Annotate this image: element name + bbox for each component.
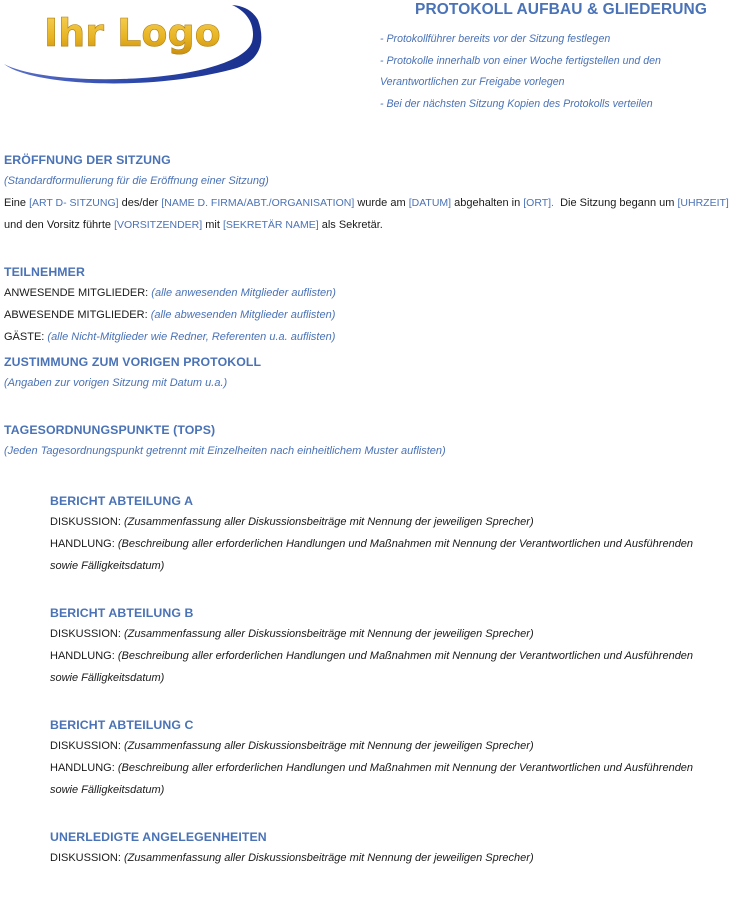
participant-row: [4, 326, 709, 348]
agenda-item: [50, 491, 709, 577]
discussion-line: [50, 511, 709, 533]
action-line: [50, 645, 709, 689]
section-approval: [4, 352, 709, 394]
text-fragment: als Sekretär.: [318, 219, 383, 231]
row-value: (alle anwesenden Mitglieder auflisten): [151, 287, 336, 299]
row-label: HANDLUNG:: [50, 762, 118, 774]
logo-text: Ihr Logo: [44, 11, 221, 55]
text-fragment: des/der: [118, 197, 162, 209]
agenda-item-heading: BERICHT ABTEILUNG A: [50, 494, 194, 508]
participant-row: [4, 282, 709, 304]
row-label: HANDLUNG:: [50, 538, 118, 550]
row-value: (Beschreibung aller erforderlichen Handlungen und Maßnahmen mit Nennung der Verantwortlichen und Ausführenden sowie Fälligkeitsdatum): [50, 762, 694, 796]
discussion-line: [50, 735, 709, 757]
opening-sentence-line-1: [4, 192, 729, 214]
note-line: - Protokolle innerhalb von einer Woche fertigstellen und den: [380, 54, 661, 67]
agenda-item-heading: UNERLEDIGTE ANGELEGENHEITEN: [50, 830, 267, 844]
unfinished-business: [50, 827, 709, 869]
section-heading: ERÖFFNUNG DER SITZUNG: [4, 153, 171, 167]
discussion-line: [50, 847, 709, 869]
document-body: [4, 150, 729, 869]
logo-swoosh-icon: [2, 2, 264, 86]
row-value: (Zusammenfassung aller Diskussionsbeiträge mit Nennung der jeweiligen Sprecher): [123, 740, 534, 752]
section-hint: (Angaben zur vorigen Sitzung mit Datum u.a.): [4, 377, 228, 389]
row-value: (Zusammenfassung aller Diskussionsbeiträge mit Nennung der jeweiligen Sprecher): [123, 852, 534, 864]
placeholder-organisation: [NAME D. FIRMA/ABT./ORGANISATION]: [161, 197, 355, 209]
agenda-item-heading: BERICHT ABTEILUNG C: [50, 718, 194, 732]
placeholder-secretary: [SEKRETÄR NAME]: [222, 219, 319, 231]
text-fragment: Die Sitzung begann um: [553, 197, 678, 209]
placeholder-place: [ORT].: [523, 197, 554, 209]
row-value: (Zusammenfassung aller Diskussionsbeiträge mit Nennung der jeweiligen Sprecher): [123, 628, 534, 640]
discussion-line: [50, 623, 709, 645]
row-label: DISKUSSION:: [50, 740, 124, 752]
action-line: [50, 757, 709, 801]
placeholder-chair: [VORSITZENDER]: [114, 219, 203, 231]
placeholder-date: [DATUM]: [408, 197, 452, 209]
row-label: GÄSTE:: [4, 331, 48, 343]
note-line: Verantwortlichen zur Freigabe vorlegen: [380, 76, 565, 88]
section-heading: TAGESORDNUNGSPUNKTE (TOPS): [4, 423, 216, 437]
text-fragment: Eine: [4, 197, 30, 209]
action-line: [50, 533, 709, 577]
participant-row: [4, 304, 709, 326]
row-label: ABWESENDE MITGLIEDER:: [4, 309, 151, 321]
section-participants: [4, 262, 709, 348]
page-title: PROTOKOLL AUFBAU & GLIEDERUNG: [415, 1, 707, 18]
section-opening: [4, 150, 729, 236]
text-fragment: mit: [202, 219, 223, 231]
section-heading: TEILNEHMER: [4, 265, 85, 279]
row-label: DISKUSSION:: [50, 516, 124, 528]
row-value: (Zusammenfassung aller Diskussionsbeiträge mit Nennung der jeweiligen Sprecher): [123, 516, 534, 528]
agenda-item: [50, 603, 709, 689]
note-line: - Bei der nächsten Sitzung Kopien des Protokolls verteilen: [380, 97, 653, 110]
section-hint: (Jeden Tagesordnungspunkt getrennt mit Einzelheiten nach einheitlichem Muster auflisten): [4, 445, 446, 457]
instruction-notes: [380, 29, 710, 115]
row-value: (Beschreibung aller erforderlichen Handlungen und Maßnahmen mit Nennung der Verantwortlichen und Ausführenden sowie Fälligkeitsdatum): [50, 538, 694, 572]
section-agenda: [4, 420, 709, 869]
row-value: (Beschreibung aller erforderlichen Handlungen und Maßnahmen mit Nennung der Verantwortlichen und Ausführenden sowie Fälligkeitsdatum): [50, 650, 694, 684]
section-heading: ZUSTIMMUNG ZUM VORIGEN PROTOKOLL: [4, 355, 262, 369]
placeholder-time: [UHRZEIT]: [677, 197, 729, 209]
row-label: DISKUSSION:: [50, 852, 124, 864]
agenda-item-heading: BERICHT ABTEILUNG B: [50, 606, 194, 620]
row-value: (alle abwesenden Mitglieder auflisten): [150, 309, 336, 321]
note-line: - Protokollführer bereits vor der Sitzung festlegen: [380, 33, 611, 45]
agenda-item: [50, 715, 709, 801]
row-label: ANWESENDE MITGLIEDER:: [4, 287, 152, 299]
row-label: DISKUSSION:: [50, 628, 124, 640]
section-hint: (Standardformulierung für die Eröffnung einer Sitzung): [4, 175, 269, 187]
text-fragment: und den Vorsitz führte: [4, 219, 115, 231]
placeholder-meeting-type: [ART D- SITZUNG]: [29, 197, 119, 209]
text-fragment: wurde am: [354, 197, 409, 209]
opening-sentence-line-2: [4, 214, 709, 236]
company-logo: [2, 2, 264, 86]
text-fragment: abgehalten in: [451, 197, 524, 209]
row-label: HANDLUNG:: [50, 650, 118, 662]
row-value: (alle Nicht-Mitglieder wie Redner, Referenten u.a. auflisten): [47, 331, 336, 343]
